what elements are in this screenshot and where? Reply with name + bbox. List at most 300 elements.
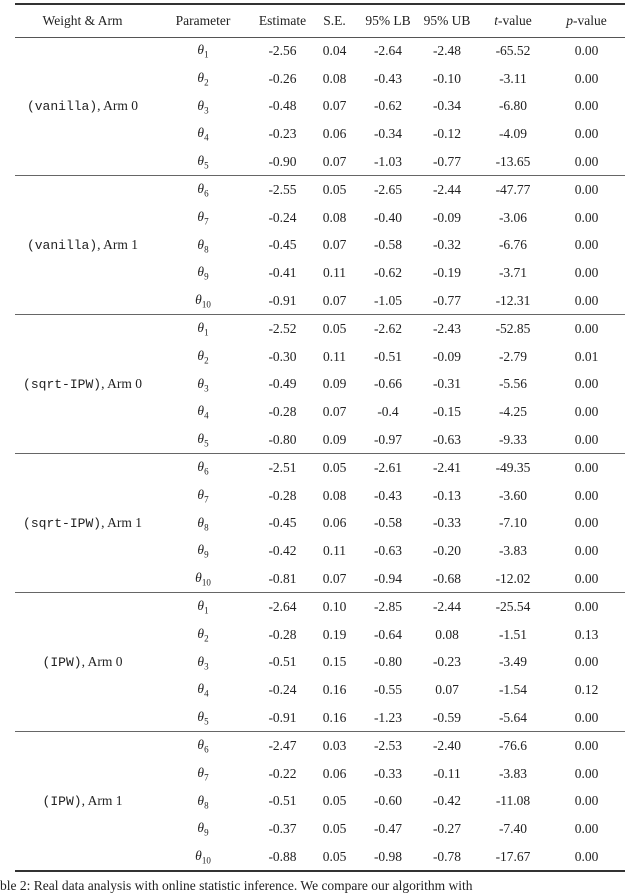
arm-label: , Arm 0 xyxy=(97,98,139,114)
ub-cell: -0.77 xyxy=(432,153,462,169)
p-cell: 0.00 xyxy=(574,821,599,837)
est-cell: -0.48 xyxy=(268,98,297,114)
ub-cell: -0.11 xyxy=(433,765,461,781)
theta-symbol: θ xyxy=(197,486,205,502)
p-cell: 0.00 xyxy=(574,765,599,781)
parameter-cell xyxy=(150,676,256,704)
theta-symbol: θ xyxy=(197,97,205,113)
lb-cell: -2.53 xyxy=(373,738,403,754)
parameter-cell xyxy=(150,398,256,426)
theta-symbol: θ xyxy=(197,792,205,808)
se-cell: 0.05 xyxy=(322,460,347,476)
theta-symbol: θ xyxy=(197,542,205,558)
ub-cell: -2.44 xyxy=(432,599,462,615)
est-cell: -2.55 xyxy=(268,182,297,198)
lb-cell: -0.80 xyxy=(373,654,403,670)
parameter-index: 10 xyxy=(201,299,211,310)
ub-cell: -0.15 xyxy=(432,404,462,420)
theta-symbol: θ xyxy=(195,291,202,307)
t-cell: -2.79 xyxy=(498,348,528,364)
weight-arm-cell xyxy=(15,315,150,454)
theta-symbol: θ xyxy=(197,403,205,419)
lb-cell: -0.58 xyxy=(373,515,403,531)
p-symbol: p xyxy=(566,12,573,28)
t-cell: -3.06 xyxy=(498,209,528,225)
parameter-index: 2 xyxy=(204,633,209,644)
parameter-cell xyxy=(150,93,256,121)
ub-cell: -0.59 xyxy=(432,709,462,725)
ub-cell: -0.23 xyxy=(432,654,462,670)
parameter-cell xyxy=(150,565,256,593)
parameter-index: 4 xyxy=(204,689,209,700)
p-cell: 0.00 xyxy=(574,709,599,725)
theta-symbol: θ xyxy=(197,375,205,391)
parameter-cell xyxy=(150,37,256,65)
parameter-cell xyxy=(150,343,256,371)
se-cell: 0.08 xyxy=(322,209,347,225)
parameter-index: 8 xyxy=(204,800,209,811)
p-cell: 0.00 xyxy=(574,599,599,615)
parameter-index: 5 xyxy=(204,160,209,171)
t-suffix: -value xyxy=(498,12,532,28)
t-cell: -76.6 xyxy=(498,738,528,754)
se-cell: 0.19 xyxy=(322,626,347,642)
t-cell: -3.83 xyxy=(498,543,528,559)
lb-cell: -2.85 xyxy=(373,599,403,615)
se-cell: 0.05 xyxy=(322,182,347,198)
se-cell: 0.16 xyxy=(322,682,347,698)
t-cell: -47.77 xyxy=(495,182,531,198)
p-cell: 0.00 xyxy=(574,182,599,198)
table-row xyxy=(15,593,625,621)
parameter-index: 8 xyxy=(204,244,209,255)
se-cell: 0.05 xyxy=(322,321,347,337)
header-lb: 95% LB xyxy=(365,12,411,28)
header-weight-arm: Weight & Arm xyxy=(42,12,123,28)
ub-cell: -0.09 xyxy=(432,209,462,225)
p-cell: 0.00 xyxy=(574,404,599,420)
theta-symbol: θ xyxy=(197,737,205,753)
parameter-index: 3 xyxy=(204,661,209,672)
ub-cell: -0.31 xyxy=(432,376,462,392)
est-cell: -0.30 xyxy=(268,348,297,364)
est-cell: -2.47 xyxy=(268,738,297,754)
se-cell: 0.07 xyxy=(322,237,347,253)
t-cell: -7.40 xyxy=(498,821,528,837)
est-cell: -0.51 xyxy=(268,654,297,670)
parameter-cell xyxy=(150,843,256,871)
se-cell: 0.11 xyxy=(322,265,347,281)
arm-label: , Arm 1 xyxy=(97,237,139,253)
lb-cell: -0.58 xyxy=(373,237,403,253)
t-cell: -12.31 xyxy=(495,292,531,308)
parameter-cell xyxy=(150,593,256,621)
theta-symbol: θ xyxy=(197,625,205,641)
parameter-cell xyxy=(150,148,256,176)
weight-label: (vanilla) xyxy=(26,238,98,254)
p-cell: 0.00 xyxy=(574,543,599,559)
t-cell: -1.54 xyxy=(498,682,528,698)
est-cell: -0.28 xyxy=(268,626,297,642)
parameter-index: 5 xyxy=(204,716,209,727)
lb-cell: -2.64 xyxy=(373,43,403,59)
parameter-cell xyxy=(150,371,256,399)
lb-cell: -1.05 xyxy=(373,292,403,308)
theta-symbol: θ xyxy=(197,820,205,836)
parameter-cell xyxy=(150,204,256,232)
ub-cell: 0.07 xyxy=(435,682,459,698)
est-cell: -0.26 xyxy=(268,70,297,86)
ub-cell: -0.09 xyxy=(432,348,462,364)
ub-cell: -0.33 xyxy=(432,515,462,531)
table-row xyxy=(15,176,625,204)
parameter-index: 6 xyxy=(204,744,209,755)
est-cell: -2.52 xyxy=(268,321,297,337)
weight-arm-cell xyxy=(15,37,150,176)
ub-cell: -2.43 xyxy=(432,321,462,337)
table-header xyxy=(15,4,625,37)
est-cell: -0.80 xyxy=(268,431,297,447)
p-cell: 0.00 xyxy=(574,237,599,253)
se-cell: 0.05 xyxy=(322,848,347,864)
parameter-index: 2 xyxy=(204,77,209,88)
weight-arm-cell xyxy=(15,176,150,315)
lb-cell: -1.23 xyxy=(373,709,403,725)
table-row xyxy=(15,454,625,482)
t-cell: -13.65 xyxy=(495,153,531,169)
parameter-cell xyxy=(150,426,256,454)
parameter-index: 10 xyxy=(201,855,211,866)
parameter-cell xyxy=(150,510,256,538)
p-cell: 0.00 xyxy=(574,43,599,59)
parameter-cell xyxy=(150,259,256,287)
se-cell: 0.05 xyxy=(322,821,347,837)
p-cell: 0.12 xyxy=(574,682,599,698)
parameter-index: 1 xyxy=(204,327,209,338)
p-cell: 0.00 xyxy=(574,98,599,114)
parameter-index: 7 xyxy=(204,216,209,227)
est-cell: -0.45 xyxy=(268,515,297,531)
t-cell: -4.25 xyxy=(498,404,528,420)
lb-cell: -0.60 xyxy=(373,793,403,809)
parameter-cell xyxy=(150,65,256,93)
theta-symbol: θ xyxy=(197,347,205,363)
est-cell: -0.22 xyxy=(268,765,297,781)
header-t-value xyxy=(478,4,548,37)
est-cell: -0.24 xyxy=(268,209,297,225)
p-cell: 0.00 xyxy=(574,126,599,142)
parameter-index: 1 xyxy=(204,605,209,616)
est-cell: -0.88 xyxy=(268,848,297,864)
lb-cell: -2.65 xyxy=(373,182,403,198)
lb-cell: -0.62 xyxy=(373,98,403,114)
lb-cell: -0.66 xyxy=(373,376,403,392)
p-cell: 0.00 xyxy=(574,292,599,308)
t-cell: -6.80 xyxy=(498,98,528,114)
row-group xyxy=(15,593,625,732)
se-cell: 0.09 xyxy=(322,376,347,392)
theta-symbol: θ xyxy=(197,264,205,280)
se-cell: 0.08 xyxy=(322,487,347,503)
header-estimate: Estimate xyxy=(258,12,307,28)
row-group xyxy=(15,454,625,593)
t-cell: -3.83 xyxy=(498,765,528,781)
se-cell: 0.07 xyxy=(322,404,347,420)
est-cell: -0.45 xyxy=(268,237,297,253)
t-cell: -3.60 xyxy=(498,487,528,503)
lb-cell: -0.97 xyxy=(373,431,403,447)
lb-cell: -2.62 xyxy=(373,321,403,337)
se-cell: 0.09 xyxy=(322,431,347,447)
t-cell: -6.76 xyxy=(498,237,528,253)
row-group xyxy=(15,176,625,315)
p-cell: 0.00 xyxy=(574,487,599,503)
p-suffix: -value xyxy=(573,12,607,28)
parameter-index: 9 xyxy=(204,272,209,283)
p-cell: 0.00 xyxy=(574,570,599,586)
theta-symbol: θ xyxy=(197,764,205,780)
parameter-index: 4 xyxy=(204,411,209,422)
parameter-index: 7 xyxy=(204,772,209,783)
p-cell: 0.01 xyxy=(574,348,599,364)
theta-symbol: θ xyxy=(197,69,205,85)
table-row xyxy=(15,732,625,760)
parameter-index: 1 xyxy=(204,49,209,60)
table-caption: ble 2: Real data analysis with online statistic inference. We compare our algorithm with xyxy=(0,878,473,893)
ub-cell: 0.08 xyxy=(435,626,459,642)
lb-cell: -0.64 xyxy=(373,626,403,642)
lb-cell: -1.03 xyxy=(373,153,403,169)
p-cell: 0.00 xyxy=(574,738,599,754)
est-cell: -2.56 xyxy=(268,43,297,59)
t-cell: -9.33 xyxy=(498,431,528,447)
weight-label: (IPW) xyxy=(42,794,82,810)
weight-arm-cell xyxy=(15,732,150,871)
parameter-index: 9 xyxy=(204,828,209,839)
parameter-index: 8 xyxy=(204,522,209,533)
est-cell: -0.49 xyxy=(268,376,297,392)
ub-cell: -0.12 xyxy=(432,126,462,142)
theta-symbol: θ xyxy=(197,459,205,475)
header-row xyxy=(15,4,625,37)
p-cell: 0.00 xyxy=(574,153,599,169)
weight-label: (vanilla) xyxy=(26,99,98,115)
est-cell: -0.41 xyxy=(268,265,297,281)
est-cell: -0.90 xyxy=(268,153,297,169)
theta-symbol: θ xyxy=(197,514,205,530)
parameter-cell xyxy=(150,120,256,148)
est-cell: -0.28 xyxy=(268,404,297,420)
row-group xyxy=(15,315,625,454)
parameter-cell xyxy=(150,621,256,649)
se-cell: 0.04 xyxy=(322,43,347,59)
parameter-index: 4 xyxy=(204,133,209,144)
est-cell: -2.51 xyxy=(268,460,297,476)
parameter-index: 10 xyxy=(201,577,211,588)
t-cell: -3.49 xyxy=(498,654,528,670)
theta-symbol: θ xyxy=(197,430,205,446)
est-cell: -0.81 xyxy=(268,570,297,586)
ub-cell: -0.68 xyxy=(432,570,462,586)
theta-symbol: θ xyxy=(197,653,205,669)
ub-cell: -0.13 xyxy=(432,487,462,503)
est-cell: -0.28 xyxy=(268,487,297,503)
se-cell: 0.07 xyxy=(322,98,347,114)
theta-symbol: θ xyxy=(195,847,202,863)
p-cell: 0.00 xyxy=(574,265,599,281)
se-cell: 0.11 xyxy=(322,348,347,364)
p-cell: 0.00 xyxy=(574,793,599,809)
p-cell: 0.13 xyxy=(574,626,599,642)
p-cell: 0.00 xyxy=(574,209,599,225)
lb-cell: -0.40 xyxy=(373,209,403,225)
parameter-cell xyxy=(150,537,256,565)
se-cell: 0.11 xyxy=(322,543,347,559)
parameter-index: 2 xyxy=(204,355,209,366)
ub-cell: -2.44 xyxy=(432,182,462,198)
t-cell: -11.08 xyxy=(495,793,531,809)
t-cell: -7.10 xyxy=(498,515,528,531)
t-cell: -1.51 xyxy=(498,626,528,642)
arm-label: , Arm 0 xyxy=(81,654,123,670)
parameter-index: 6 xyxy=(204,188,209,199)
est-cell: -0.24 xyxy=(268,682,297,698)
parameter-cell xyxy=(150,454,256,482)
est-cell: -0.42 xyxy=(268,543,297,559)
weight-arm-cell xyxy=(15,593,150,732)
parameter-cell xyxy=(150,788,256,816)
lb-cell: -0.47 xyxy=(373,821,403,837)
est-cell: -0.51 xyxy=(268,793,297,809)
t-symbol: t xyxy=(494,12,499,28)
theta-symbol: θ xyxy=(197,125,205,141)
theta-symbol: θ xyxy=(197,708,205,724)
theta-symbol: θ xyxy=(197,236,205,252)
est-cell: -0.91 xyxy=(268,709,297,725)
theta-symbol: θ xyxy=(197,181,205,197)
parameter-index: 9 xyxy=(204,550,209,561)
parameter-cell xyxy=(150,287,256,315)
lb-cell: -0.98 xyxy=(373,848,403,864)
parameter-cell xyxy=(150,482,256,510)
t-cell: -5.64 xyxy=(498,709,528,725)
header-se: S.E. xyxy=(323,12,346,28)
ub-cell: -0.10 xyxy=(432,70,462,86)
t-cell: -5.56 xyxy=(498,376,528,392)
lb-cell: -0.63 xyxy=(373,543,403,559)
t-cell: -65.52 xyxy=(495,43,531,59)
p-cell: 0.00 xyxy=(574,515,599,531)
p-cell: 0.00 xyxy=(574,376,599,392)
parameter-cell xyxy=(150,704,256,732)
se-cell: 0.16 xyxy=(322,709,347,725)
ub-cell: -0.63 xyxy=(432,431,462,447)
theta-symbol: θ xyxy=(197,208,205,224)
se-cell: 0.03 xyxy=(322,738,347,754)
se-cell: 0.07 xyxy=(322,153,347,169)
theta-symbol: θ xyxy=(197,320,205,336)
theta-symbol: θ xyxy=(197,681,205,697)
parameter-cell xyxy=(150,815,256,843)
ub-cell: -2.40 xyxy=(432,738,462,754)
t-cell: -17.67 xyxy=(495,848,531,864)
est-cell: -2.64 xyxy=(268,599,297,615)
parameter-index: 6 xyxy=(204,466,209,477)
ub-cell: -0.20 xyxy=(432,543,462,559)
t-cell: -12.02 xyxy=(495,570,531,586)
header-parameter: Parameter xyxy=(175,12,231,28)
parameter-cell xyxy=(150,732,256,760)
est-cell: -0.91 xyxy=(268,292,297,308)
lb-cell: -0.55 xyxy=(373,682,403,698)
lb-cell: -0.94 xyxy=(373,570,403,586)
ub-cell: -0.77 xyxy=(432,292,462,308)
ub-cell: -0.32 xyxy=(432,237,462,253)
header-ub: 95% UB xyxy=(423,12,471,28)
se-cell: 0.07 xyxy=(322,570,347,586)
se-cell: 0.08 xyxy=(322,70,347,86)
results-table xyxy=(15,3,625,872)
se-cell: 0.10 xyxy=(322,599,347,615)
p-cell: 0.00 xyxy=(574,431,599,447)
lb-cell: -0.34 xyxy=(373,126,403,142)
lb-cell: -0.43 xyxy=(373,70,403,86)
ub-cell: -2.41 xyxy=(432,460,462,476)
weight-label: (sqrt-IPW) xyxy=(23,377,102,393)
parameter-index: 3 xyxy=(204,105,209,116)
p-cell: 0.00 xyxy=(574,70,599,86)
parameter-index: 5 xyxy=(204,438,209,449)
se-cell: 0.15 xyxy=(322,654,347,670)
lb-cell: -0.4 xyxy=(377,404,399,420)
se-cell: 0.06 xyxy=(322,765,347,781)
parameter-index: 3 xyxy=(204,383,209,394)
arm-label: , Arm 1 xyxy=(101,515,142,531)
weight-label: (sqrt-IPW) xyxy=(23,516,102,532)
weight-label: (IPW) xyxy=(42,655,82,671)
row-group xyxy=(15,732,625,871)
table-row xyxy=(15,315,625,343)
theta-symbol: θ xyxy=(197,598,205,614)
lb-cell: -0.51 xyxy=(373,348,403,364)
ub-cell: -0.27 xyxy=(432,821,462,837)
weight-arm-cell xyxy=(15,454,150,593)
t-cell: -4.09 xyxy=(498,126,528,142)
theta-symbol: θ xyxy=(195,569,202,585)
ub-cell: -0.42 xyxy=(432,793,462,809)
ub-cell: -2.48 xyxy=(432,43,462,59)
lb-cell: -0.62 xyxy=(373,265,403,281)
ub-cell: -0.34 xyxy=(432,98,462,114)
theta-symbol: θ xyxy=(197,42,205,58)
header-p-value xyxy=(548,4,625,37)
p-cell: 0.00 xyxy=(574,460,599,476)
se-cell: 0.07 xyxy=(322,292,347,308)
row-group xyxy=(15,37,625,176)
ub-cell: -0.19 xyxy=(432,265,462,281)
theta-symbol: θ xyxy=(197,152,205,168)
lb-cell: -0.43 xyxy=(373,487,403,503)
t-cell: -3.11 xyxy=(499,70,527,86)
parameter-index: 7 xyxy=(204,494,209,505)
t-cell: -25.54 xyxy=(495,599,531,615)
est-cell: -0.23 xyxy=(268,126,297,142)
ub-cell: -0.78 xyxy=(432,848,462,864)
arm-label: , Arm 1 xyxy=(81,793,123,809)
t-cell: -3.71 xyxy=(498,265,528,281)
t-cell: -49.35 xyxy=(495,460,531,476)
t-cell: -52.85 xyxy=(495,321,531,337)
